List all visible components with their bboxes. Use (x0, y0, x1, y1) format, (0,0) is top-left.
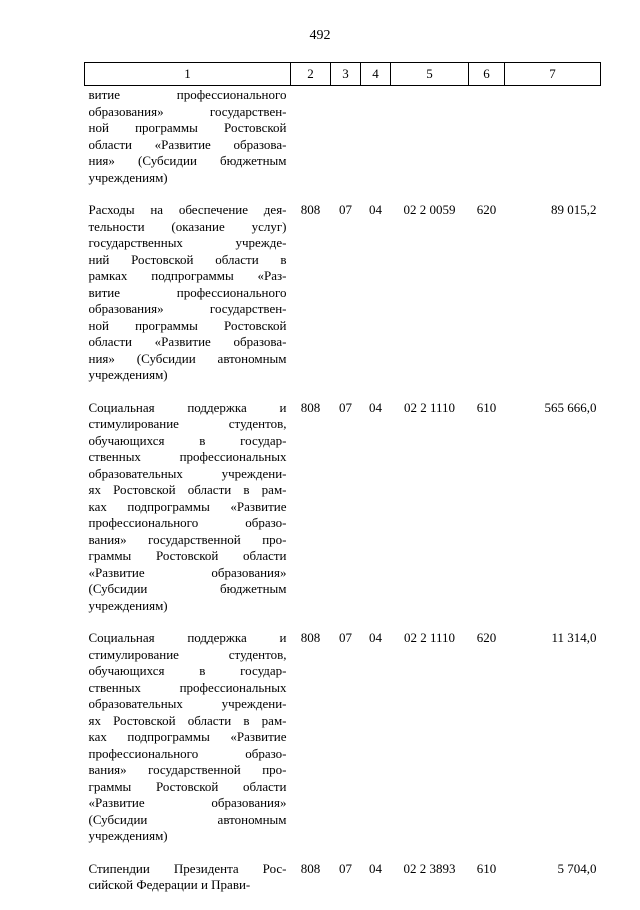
description-line: профессионального образо- (88, 745, 287, 761)
description-line: ной программы Ростовской (88, 120, 287, 135)
expense-type-code: 610 (476, 399, 497, 415)
amount-value: 11 314,0 (551, 630, 597, 645)
column-header: 1 (85, 63, 291, 86)
ministry-code (291, 86, 331, 203)
description-line: Стипендии Президента Рос- (88, 860, 287, 876)
description-line: стимулирование студентов, (88, 646, 287, 662)
description-line: Расходы на обеспечение дея- (88, 202, 287, 217)
target-article-code: 02 2 0059 (403, 202, 456, 217)
description-line: ний Ростовской области в (88, 251, 287, 267)
description-line: «Развитие образования» (88, 795, 287, 810)
description-line: образования» государствен- (88, 103, 287, 119)
description-line: Социальная поддержка и (88, 630, 287, 645)
description-line: вания» государственной про- (88, 762, 287, 777)
description-line: граммы Ростовской области (88, 778, 287, 794)
description-line: ках подпрограммы «Развитие (88, 729, 287, 744)
description-line: сийской Федерации и Прави- (88, 877, 251, 892)
column-header: 7 (505, 63, 601, 86)
expense-type-code: 620 (476, 202, 497, 217)
target-article-code: 02 2 1110 (403, 630, 456, 645)
description-line: учреждениям) (88, 367, 168, 382)
description-line: образовательных учреждени- (88, 696, 287, 711)
description-line: ках подпрограммы «Развитие (88, 498, 287, 514)
ministry-code: 808 (300, 860, 321, 876)
section-code: 07 (339, 630, 352, 645)
description-line: обучающихся в государ- (88, 432, 287, 448)
column-header: 6 (469, 63, 505, 86)
amount-value: 5 704,0 (557, 860, 597, 876)
table-row (85, 86, 601, 203)
row-description (85, 202, 291, 400)
subsection-code: 04 (369, 630, 382, 645)
ministry-code: 808 (300, 399, 321, 415)
section-code: 07 (339, 202, 352, 217)
description-line: тельности (оказание услуг) (88, 218, 287, 234)
description-line: ях Ростовской области в рам- (88, 482, 287, 497)
section-code: 07 (339, 860, 352, 876)
description-line: граммы Ростовской области (88, 548, 287, 563)
table-row (85, 861, 601, 910)
description-line: ственных профессиональных (88, 449, 287, 464)
description-line: Социальная поддержка и (88, 399, 287, 415)
row-description (85, 861, 291, 910)
description-line: обучающихся в государ- (88, 663, 287, 678)
subsection-code (361, 86, 391, 203)
row-description (85, 86, 291, 203)
description-line: витие профессионального (88, 284, 287, 300)
row-description (85, 630, 291, 861)
description-line: ях Ростовской области в рам- (88, 712, 287, 728)
subsection-code: 04 (369, 202, 382, 217)
target-article-code: 02 2 3893 (403, 860, 456, 876)
table-body (85, 86, 601, 910)
page-number: 492 (309, 28, 331, 43)
section-code: 07 (339, 399, 352, 415)
description-line: «Развитие образования» (88, 564, 287, 580)
table-row (85, 202, 601, 400)
description-line: (Субсидии бюджетным (88, 581, 287, 596)
expense-type-code: 620 (476, 630, 497, 645)
column-header: 5 (391, 63, 469, 86)
description-line: профессионального образо- (88, 515, 287, 530)
amount-value (505, 86, 601, 203)
expense-type-code (469, 86, 505, 203)
subsection-code: 04 (369, 399, 382, 415)
table-row (85, 630, 601, 861)
expense-type-code: 610 (476, 860, 497, 876)
row-description (85, 400, 291, 631)
description-line: ственных профессиональных (88, 679, 287, 695)
description-line: ния» (Субсидии автономным (88, 350, 287, 366)
description-line: (Субсидии автономным (88, 811, 287, 827)
description-line: учреждениям) (88, 597, 168, 613)
description-line: государственных учрежде- (88, 235, 287, 250)
description-line: области «Развитие образова- (88, 136, 287, 152)
description-line: области «Развитие образова- (88, 334, 287, 349)
description-line: ной программы Ростовской (88, 317, 287, 333)
description-line: ния» (Субсидии бюджетным (88, 153, 287, 168)
table-row (85, 400, 601, 631)
description-line: вания» государственной про- (88, 531, 287, 547)
description-line: образовательных учреждени- (88, 465, 287, 481)
description-line: образования» государствен- (88, 301, 287, 316)
description-line: учреждениям) (88, 169, 168, 185)
column-header: 3 (331, 63, 361, 86)
amount-value: 89 015,2 (551, 202, 597, 217)
section-code (331, 86, 361, 203)
ministry-code: 808 (300, 630, 321, 645)
description-line: стимулирование студентов, (88, 416, 287, 431)
column-header: 2 (291, 63, 331, 86)
table-header-row (85, 63, 601, 86)
description-line: витие профессионального (88, 87, 287, 102)
description-line: учреждениям) (88, 828, 168, 843)
column-header: 4 (361, 63, 391, 86)
budget-table (84, 62, 601, 910)
target-article-code: 02 2 1110 (403, 399, 456, 415)
description-line: рамках подпрограммы «Раз- (88, 268, 287, 283)
amount-value: 565 666,0 (544, 399, 597, 415)
ministry-code: 808 (300, 202, 321, 217)
target-article-code (391, 86, 469, 203)
subsection-code: 04 (369, 860, 382, 876)
